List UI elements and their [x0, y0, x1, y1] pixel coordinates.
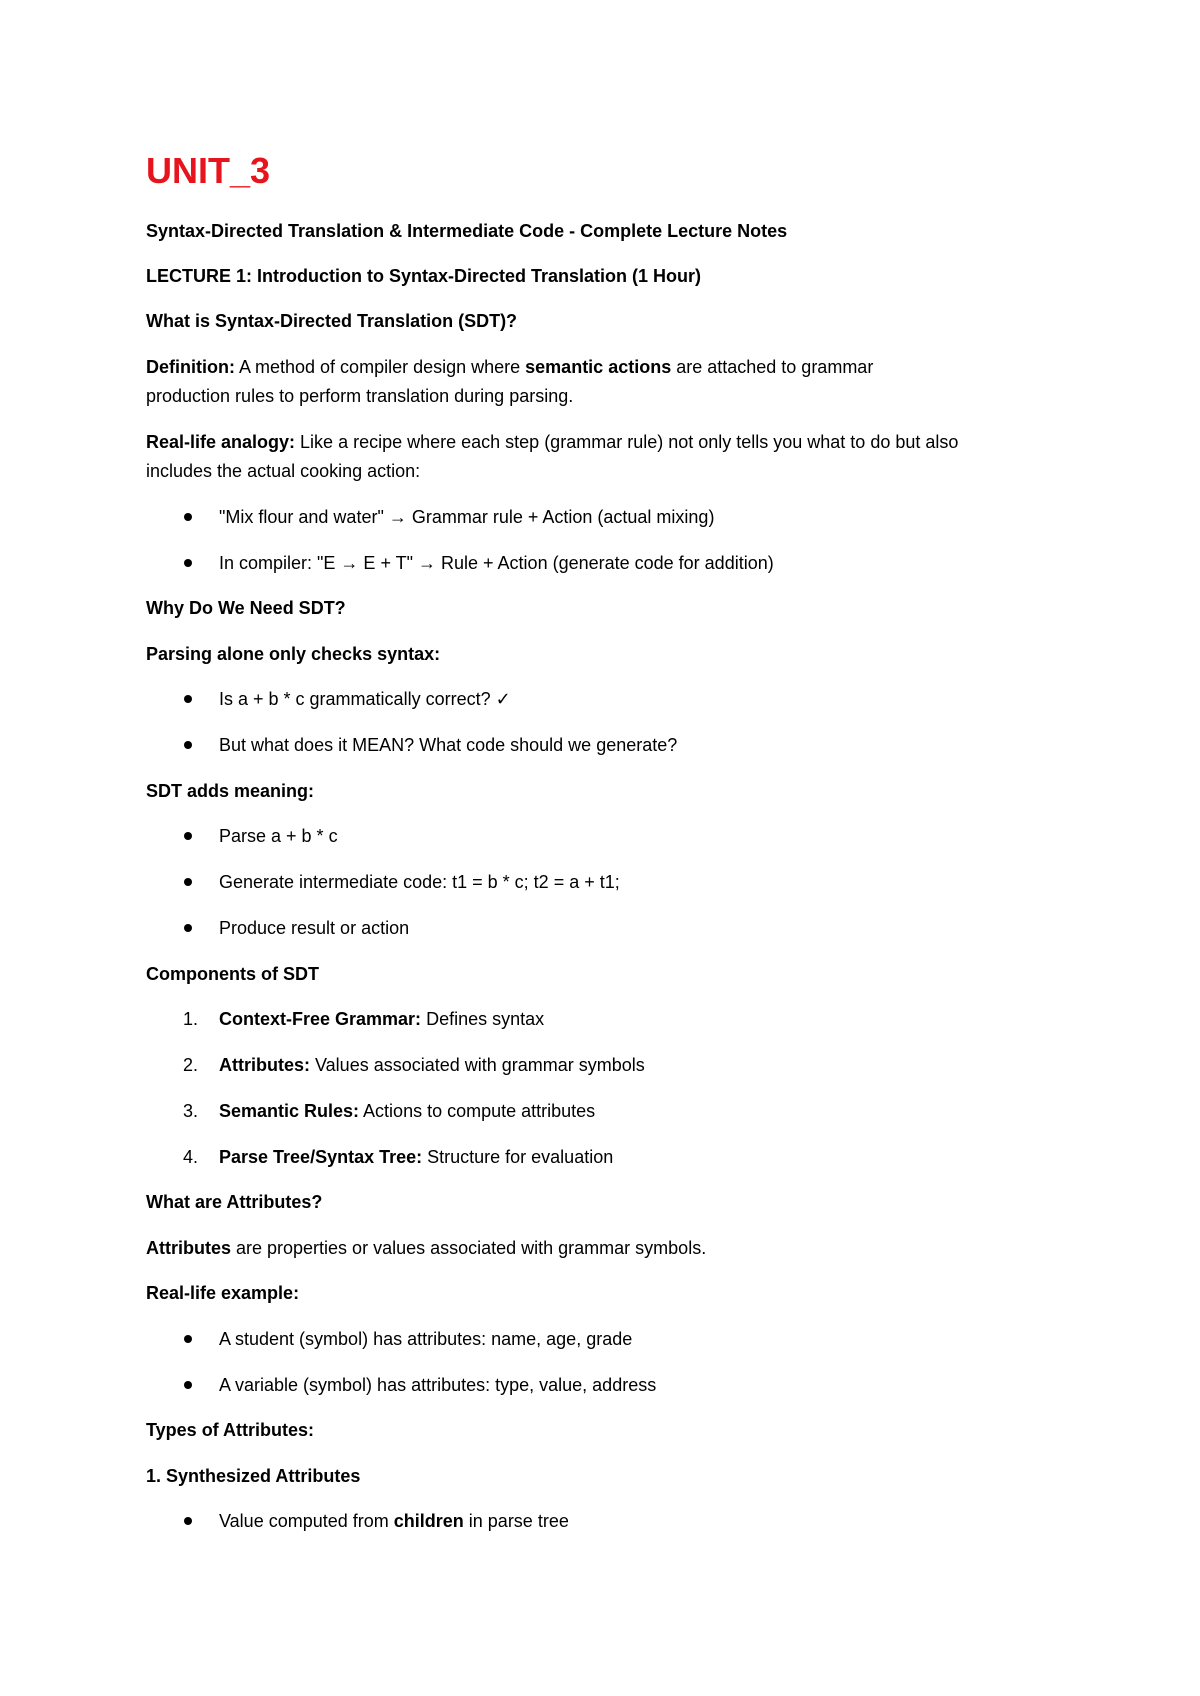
- definition-text-b: are attached to grammar: [671, 357, 874, 377]
- synth-text-b: in parse tree: [463, 1511, 569, 1531]
- definition-label: Definition:: [146, 357, 235, 377]
- component-text: Values associated with grammar symbols: [310, 1055, 645, 1075]
- sdt-adds-bullet-2: Generate intermediate code: t1 = b * c; t2 = a + t1;: [219, 872, 620, 892]
- bullet-dot: [184, 832, 192, 840]
- component-number: 1.: [183, 1009, 199, 1029]
- bullet-dot: [184, 741, 192, 749]
- analogy-bullet-1: "Mix flour and water" → Grammar rule + Action (actual mixing): [219, 507, 715, 527]
- parsing-bullet-2: But what does it MEAN? What code should we generate?: [219, 735, 678, 755]
- component-label: Attributes:: [219, 1055, 310, 1075]
- attributes-label: Attributes: [146, 1238, 231, 1258]
- analogy-label: Real-life analogy:: [146, 432, 296, 452]
- sdt-adds-heading: SDT adds meaning:: [146, 781, 315, 801]
- sdt-adds-bullet-1: Parse a + b * c: [219, 826, 338, 846]
- subtitle: Syntax-Directed Translation & Intermediate Code - Complete Lecture Notes: [146, 221, 788, 241]
- parsing-bullet-1: Is a + b * c grammatically correct? ✓: [219, 689, 511, 709]
- types-heading: Types of Attributes:: [146, 1420, 315, 1440]
- example-heading: Real-life example:: [146, 1283, 300, 1303]
- synth-text-a: Value computed from: [219, 1511, 394, 1531]
- definition-line-1: [146, 356, 873, 378]
- synth-bold: children: [393, 1511, 464, 1531]
- why-sdt-heading: Why Do We Need SDT?: [146, 598, 346, 618]
- bullet-dot: [184, 695, 192, 703]
- components-heading: Components of SDT: [146, 964, 319, 984]
- bullet-dot: [184, 878, 192, 886]
- component-number: 2.: [183, 1055, 199, 1075]
- lecture-heading: LECTURE 1: Introduction to Syntax-Directed Translation (1 Hour): [146, 266, 702, 286]
- component-text: Actions to compute attributes: [359, 1101, 596, 1121]
- parsing-heading: Parsing alone only checks syntax:: [146, 644, 441, 664]
- component-item-2: [219, 1054, 645, 1076]
- bullet-dot: [184, 513, 192, 521]
- unit-title: UNIT_3: [146, 150, 271, 191]
- analogy-bullet-2: In compiler: "E → E + T" → Rule + Action (generate code for addition): [219, 553, 774, 573]
- component-text: Defines syntax: [421, 1009, 545, 1029]
- component-number: 3.: [183, 1101, 199, 1121]
- bullet-dot: [184, 924, 192, 932]
- synthesized-heading: 1. Synthesized Attributes: [146, 1466, 361, 1486]
- component-label: Parse Tree/Syntax Tree:: [219, 1147, 423, 1167]
- sdt-adds-bullet-3: Produce result or action: [219, 918, 410, 938]
- attributes-heading: What are Attributes?: [146, 1192, 323, 1212]
- component-item-4: [219, 1146, 613, 1168]
- component-text: Structure for evaluation: [422, 1147, 614, 1167]
- component-number: 4.: [183, 1147, 199, 1167]
- definition-bold-term: semantic actions: [525, 357, 672, 377]
- attributes-text: are properties or values associated with grammar symbols.: [231, 1238, 707, 1258]
- analogy-line-2: includes the actual cooking action:: [146, 461, 421, 481]
- analogy-line-1: [146, 431, 958, 453]
- synthesized-bullet: [219, 1510, 569, 1532]
- attributes-definition: [146, 1237, 706, 1259]
- component-item-1: [219, 1008, 544, 1030]
- example-bullet-1: A student (symbol) has attributes: name, age, grade: [219, 1329, 633, 1349]
- what-is-sdt-heading: What is Syntax-Directed Translation (SDT)?: [146, 311, 518, 331]
- example-bullet-2: A variable (symbol) has attributes: type, value, address: [219, 1375, 657, 1395]
- bullet-dot: [184, 559, 192, 567]
- component-label: Context-Free Grammar:: [219, 1009, 422, 1029]
- component-label: Semantic Rules:: [219, 1101, 360, 1121]
- bullet-dot: [184, 1517, 192, 1525]
- definition-line-2: production rules to perform translation during parsing.: [146, 386, 574, 406]
- analogy-text: Like a recipe where each step (grammar rule) not only tells you what to do but also: [295, 432, 959, 452]
- component-item-3: [219, 1100, 595, 1122]
- definition-text-a: A method of compiler design where: [234, 357, 526, 377]
- bullet-dot: [184, 1335, 192, 1343]
- bullet-dot: [184, 1381, 192, 1389]
